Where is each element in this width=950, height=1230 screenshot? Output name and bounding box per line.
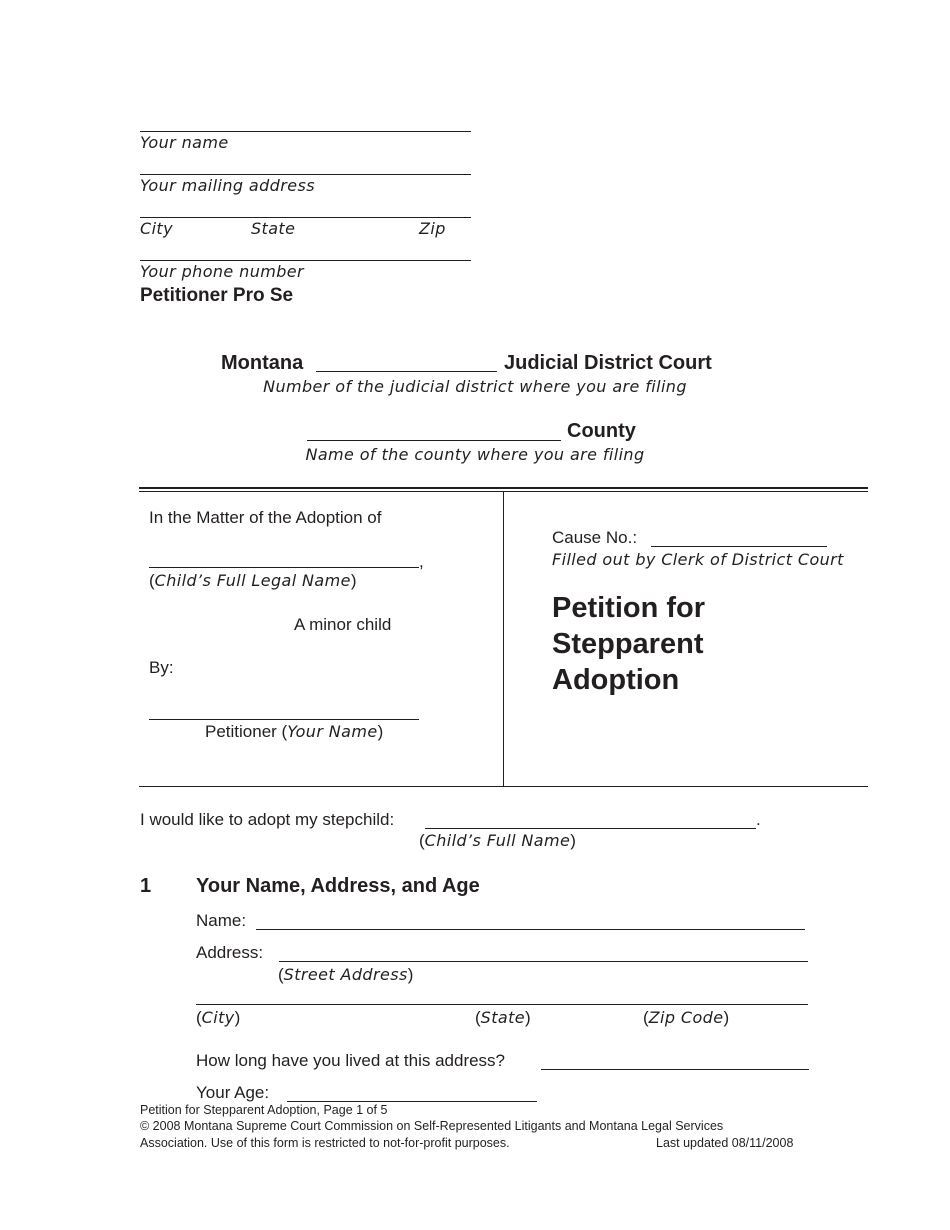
by-label: By: — [149, 658, 174, 677]
court-judicial-district: Judicial District Court — [504, 352, 712, 374]
footer-copyright-line2: Association. Use of this form is restricted to not-for-profit purposes. — [140, 1136, 510, 1150]
name-line[interactable] — [140, 131, 471, 132]
state-label: State — [251, 219, 296, 238]
petitioner-your-name-label: Petitioner (Your Name) — [205, 722, 384, 741]
footer-last-updated: Last updated 08/11/2008 — [656, 1136, 794, 1150]
child-name-comma: , — [419, 552, 424, 571]
how-long-label: How long have you lived at this address? — [196, 1051, 506, 1070]
cause-no-line[interactable] — [651, 546, 827, 547]
mailing-address-label: Your mailing address — [140, 176, 315, 195]
child-full-name-label: (Child’s Full Name) — [419, 831, 576, 850]
section-number: 1 — [140, 875, 152, 897]
matter-of-adoption: In the Matter of the Adoption of — [149, 508, 382, 527]
county-hint: Name of the county where you are filing — [305, 445, 645, 464]
name-field-label: Name: — [196, 911, 247, 930]
county-line[interactable] — [307, 440, 561, 441]
city-state-zip-field-line[interactable] — [196, 1004, 808, 1005]
mailing-address-line[interactable] — [140, 174, 471, 175]
cause-no-label: Cause No.: — [552, 528, 638, 547]
city-state-zip-line[interactable] — [140, 217, 471, 218]
city-label: City — [140, 219, 173, 238]
court-county: County — [567, 420, 636, 442]
street-address-line[interactable] — [279, 961, 808, 962]
footer-copyright-line1: © 2008 Montana Supreme Court Commission on Self-Represented Litigants and Montana Legal Services — [140, 1119, 724, 1133]
phone-line[interactable] — [140, 260, 471, 261]
child-legal-name-label: (Child’s Full Legal Name) — [149, 571, 357, 590]
minor-child: A minor child — [294, 615, 392, 634]
state-field-label: (State) — [475, 1008, 531, 1027]
caption-top-rule — [139, 487, 868, 489]
zip-label: Zip — [419, 219, 446, 238]
stepchild-name-line[interactable] — [425, 828, 756, 829]
child-name-line[interactable] — [149, 567, 419, 568]
petitioner-name-line[interactable] — [149, 719, 419, 720]
zip-code-field-label: (Zip Code) — [643, 1008, 730, 1027]
city-field-label: (City) — [196, 1008, 241, 1027]
adopt-stepchild-text: I would like to adopt my stepchild: — [140, 810, 395, 829]
phone-label: Your phone number — [140, 262, 305, 281]
court-montana: Montana — [221, 352, 304, 374]
your-age-line[interactable] — [287, 1101, 537, 1102]
name-field-line[interactable] — [256, 929, 805, 930]
your-name-label: Your name — [140, 133, 229, 152]
caption-bottom-rule — [139, 786, 868, 787]
clerk-hint: Filled out by Clerk of District Court — [552, 550, 844, 569]
form-title-line2: Stepparent — [552, 628, 704, 660]
section-title: Your Name, Address, and Age — [196, 875, 480, 897]
footer-page-info: Petition for Stepparent Adoption, Page 1 of 5 — [140, 1103, 388, 1117]
form-title-line3: Adoption — [552, 664, 680, 696]
caption-divider — [503, 491, 504, 786]
form-title-line1: Petition for — [552, 592, 706, 624]
district-number-line[interactable] — [316, 371, 497, 372]
adopt-period: . — [756, 810, 761, 829]
district-hint: Number of the judicial district where you are filing — [263, 377, 687, 396]
address-field-label: Address: — [196, 943, 264, 962]
petitioner-pro-se: Petitioner Pro Se — [140, 285, 294, 306]
how-long-line[interactable] — [541, 1069, 809, 1070]
street-address-label: (Street Address) — [278, 965, 414, 984]
your-age-label: Your Age: — [196, 1083, 270, 1102]
